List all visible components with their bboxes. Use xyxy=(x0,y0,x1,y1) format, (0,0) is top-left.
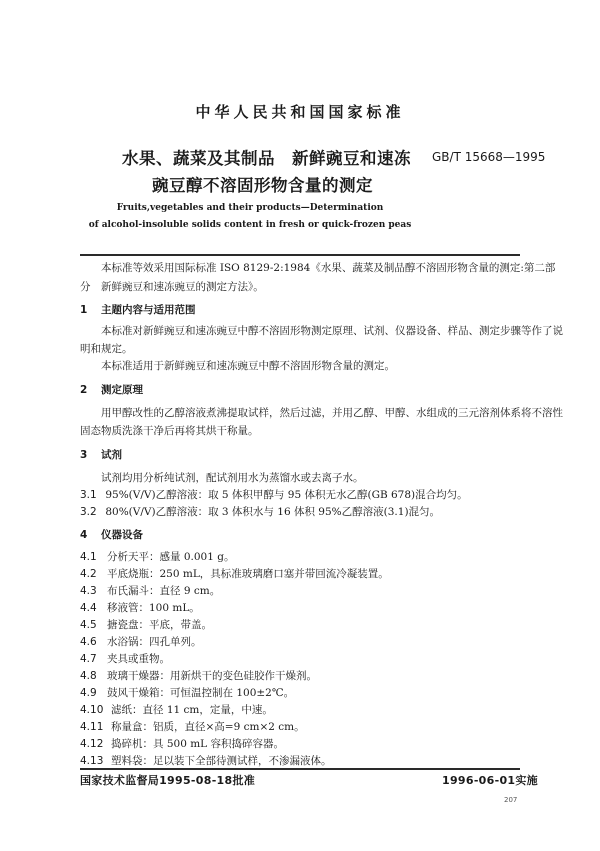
item-text: 捣碎机：具 500 mL 容积捣碎容器。 xyxy=(111,738,284,750)
item-number: 4.6 xyxy=(80,636,97,648)
list-item xyxy=(80,753,332,768)
section-number: 4 xyxy=(80,529,88,541)
item-number: 4.12 xyxy=(80,738,104,750)
item-text: 布氏漏斗：直径 9 cm。 xyxy=(107,585,221,597)
intro-line-2: 分 新鲜豌豆和速冻豌豆的测定方法》。 xyxy=(80,281,264,293)
section-3-heading xyxy=(80,447,122,462)
section-title: 主题内容与适用范围 xyxy=(100,304,196,316)
section-2-heading xyxy=(80,382,143,397)
section-number: 1 xyxy=(80,304,88,316)
item-text: 移液管：100 mL。 xyxy=(107,602,200,614)
standard-number: GB/T 15668—1995 xyxy=(432,150,546,164)
list-item xyxy=(80,702,273,717)
item-number: 3.2 xyxy=(80,506,97,518)
item-number: 4.1 xyxy=(80,551,97,563)
section-1-para-2: 本标准适用于新鲜豌豆和速冻豌豆中醇不溶固形物含量的测定。 xyxy=(101,360,395,372)
section-1-para-1: 本标准对新鲜豌豆和速冻豌豆中醇不溶固形物测定原理、试剂、仪器设备、样品、测定步骤等作了说 xyxy=(101,325,563,337)
item-number: 4.3 xyxy=(80,585,97,597)
item-text: 搪瓷盘：平底，带盖。 xyxy=(107,619,212,631)
item-number: 4.8 xyxy=(80,670,97,682)
list-item xyxy=(80,600,200,615)
item-text: 平底烧瓶：250 mL，具标准玻璃磨口塞并带回流冷凝装置。 xyxy=(107,568,389,580)
item-number: 4.5 xyxy=(80,619,97,631)
item-text: 滤纸：直径 11 cm，定量，中速。 xyxy=(111,704,273,716)
list-item xyxy=(80,549,234,564)
implementation-date: 1996-06-01实施 xyxy=(442,774,538,787)
item-text: 水浴锅：四孔单列。 xyxy=(107,636,202,648)
item-text: 称量盒：铝质，直径×高=9 cm×2 cm。 xyxy=(111,721,305,733)
section-2-para-1: 用甲醇改性的乙醇溶液煮沸提取试样，然后过滤，并用乙醇、甲醇、水组成的三元溶剂体系将不溶性 xyxy=(101,407,563,419)
list-item xyxy=(80,566,389,581)
english-title-line-2: of alcohol-insoluble solids content in fresh or quick-frozen peas xyxy=(88,220,412,230)
section-title: 试剂 xyxy=(100,449,122,461)
list-item xyxy=(80,617,212,632)
item-text: 95%(V/V)乙醇溶液：取 5 体积甲醇与 95 体积无水乙醇(GB 678)混合均匀。 xyxy=(105,489,468,501)
list-item xyxy=(80,668,317,683)
item-text: 塑料袋：足以装下全部待测试样，不渗漏液体。 xyxy=(111,755,332,767)
item-text: 夹具或重物。 xyxy=(107,653,170,665)
list-item xyxy=(80,504,440,519)
section-number: 3 xyxy=(80,449,88,461)
title-line-2: 豌豆醇不溶固形物含量的测定 xyxy=(152,176,373,195)
list-item xyxy=(80,719,305,734)
section-2-para-1-cont: 固态物质洗涤干净后再将其烘干称量。 xyxy=(80,425,259,437)
item-text: 80%(V/V)乙醇溶液：取 3 体积水与 16 体积 95%乙醇溶液(3.1)混匀。 xyxy=(105,506,441,518)
list-item xyxy=(80,651,170,666)
section-number: 2 xyxy=(80,384,88,396)
top-divider xyxy=(80,254,520,256)
item-text: 鼓风干燥箱：可恒温控制在 100±2℃。 xyxy=(107,687,295,699)
title-line-1: 水果、蔬菜及其制品 新鲜豌豆和速冻 xyxy=(122,149,411,168)
issuer-heading: 中华人民共和国国家标准 xyxy=(195,103,405,121)
section-1-para-1-cont: 明和规定。 xyxy=(80,343,133,355)
list-item xyxy=(80,736,284,751)
item-number: 4.10 xyxy=(80,704,104,716)
item-text: 分析天平：感量 0.001 g。 xyxy=(107,551,235,563)
item-number: 3.1 xyxy=(80,489,97,501)
item-number: 4.2 xyxy=(80,568,97,580)
section-title: 测定原理 xyxy=(100,384,143,396)
section-title: 仪器设备 xyxy=(100,529,143,541)
bottom-divider xyxy=(80,768,520,770)
list-item xyxy=(80,487,468,502)
list-item xyxy=(80,685,294,700)
section-1-heading xyxy=(80,302,195,317)
item-number: 4.9 xyxy=(80,687,97,699)
item-number: 4.4 xyxy=(80,602,97,614)
section-4-heading xyxy=(80,527,143,542)
item-text: 玻璃干燥器：用新烘干的变色硅胶作干燥剂。 xyxy=(107,670,317,682)
approval-note: 国家技术监督局1995-08-18批准 xyxy=(80,774,256,787)
item-number: 4.7 xyxy=(80,653,97,665)
intro-line-1: 本标准等效采用国际标准 ISO 8129-2:1984《水果、蔬菜及制品醇不溶固形物含量的测定:第二部 xyxy=(101,262,556,274)
section-3-para-1: 试剂均用分析纯试剂，配试剂用水为蒸馏水或去离子水。 xyxy=(101,472,364,484)
list-item xyxy=(80,583,220,598)
item-number: 4.11 xyxy=(80,721,104,733)
page-number: 207 xyxy=(504,796,518,804)
english-title-line-1: Fruits,vegetables and their products—Determination xyxy=(116,203,384,213)
item-number: 4.13 xyxy=(80,755,104,767)
list-item xyxy=(80,634,202,649)
